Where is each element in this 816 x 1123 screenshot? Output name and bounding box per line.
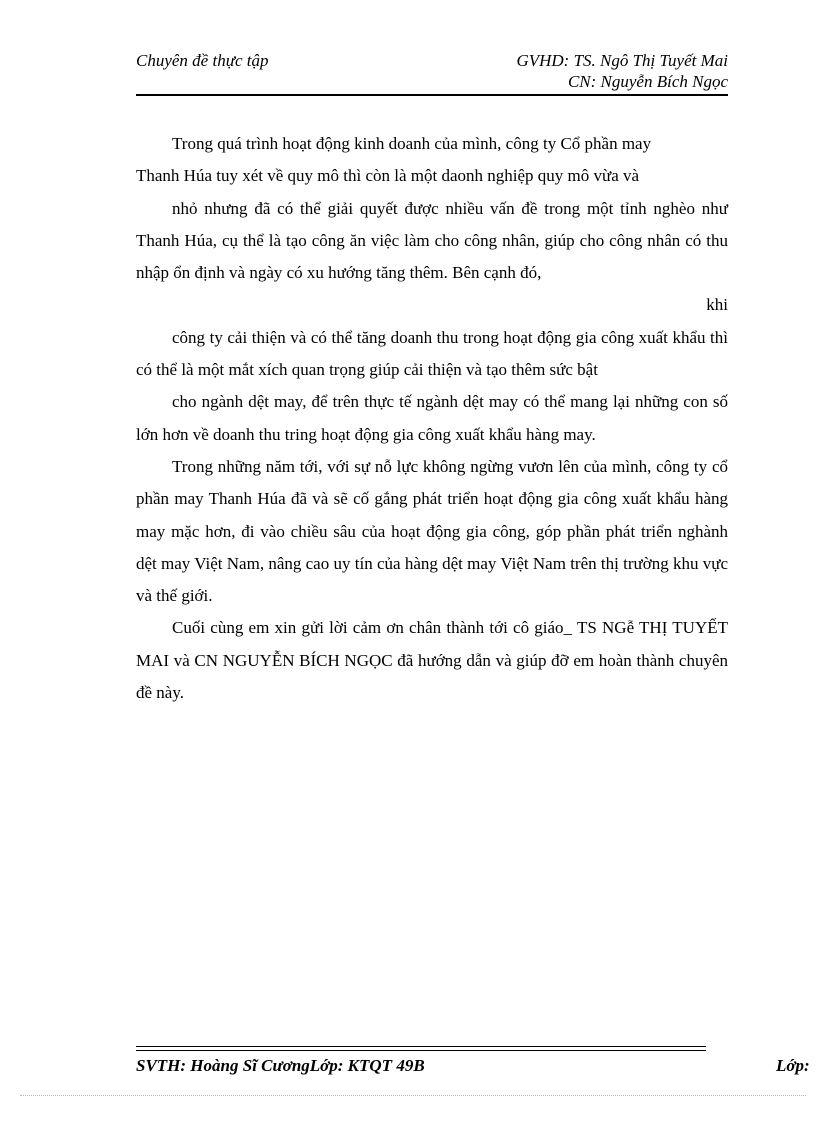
header-supervisor-1: GVHD: TS. Ngô Thị Tuyết Mai	[516, 51, 728, 70]
paragraph-6: Cuối cùng em xin gửi lời cảm ơn chân thành tới cô giáo_ TS NGễ THỊ TUYẾT MAI và CN NGUYỄN BÍCH NGỌC đã hướng dẫn và giúp đỡ em hoàn thành chuyên đề này.	[136, 618, 728, 703]
footer-student: SVTH: Hoàng Sĩ CươngLớp: KTQT 49B	[136, 1056, 425, 1075]
paragraph-1-line-2: Thanh Húa tuy xét về quy mô thì còn là một daonh nghiệp quy mô vừa và	[136, 166, 640, 186]
body-text	[136, 128, 728, 709]
page-header	[136, 48, 728, 94]
header-supervisor-2: CN: Nguyễn Bích Ngọc	[567, 72, 728, 91]
footer-rule	[136, 1046, 706, 1051]
paragraph-3: công ty cải thiện và có thể tăng doanh thu trong hoạt động gia công xuất khẩu thì có thể là một mắt xích quan trọng giúp cải thiện và tạo thêm sức bật	[136, 327, 728, 380]
paragraph-1-line-1: Trong quá trình hoạt động kinh doanh của mình, công ty Cổ phần may	[172, 134, 652, 153]
footer-class-label: Lớp:	[776, 1056, 810, 1075]
page-bottom-dotted-line	[20, 1095, 806, 1096]
paragraph-4: cho ngành dệt may, để trên thực tế ngành dệt may có thể mang lại những con số lớn hơn về doanh thu tring hoạt động gia công xuất khẩu hàng may.	[136, 392, 728, 444]
header-rule	[136, 94, 728, 96]
header-title: Chuyên đề thực tập	[136, 51, 269, 70]
paragraph-5: Trong những năm tới, với sự nỗ lực không ngừng vươn lên của mình, công ty cổ phần may Thanh Húa đã và sẽ cố gắng phát triển hoạt động gia công xuất khẩu hàng may mặc hơn, đi vào chiều sâu của hoạt động gia công, góp phần phát triển nghành dệt may Việt Nam, nâng cao uy tín của hàng dệt may Việt Nam trên thị trường khu vực và thế giới.	[136, 456, 728, 606]
paragraph-2-end: khi	[706, 295, 728, 315]
header-supervisors	[516, 50, 728, 92]
paragraph-2: nhỏ nhưng đã có thể giải quyết được nhiều vấn đề trong một tỉnh nghèo như Thanh Húa, cụ thể là tạo công ăn việc làm cho công nhân, giúp cho công nhân có thu nhập ổn định và ngày có xu hướng tăng thêm. Bên cạnh đó,	[136, 198, 728, 283]
